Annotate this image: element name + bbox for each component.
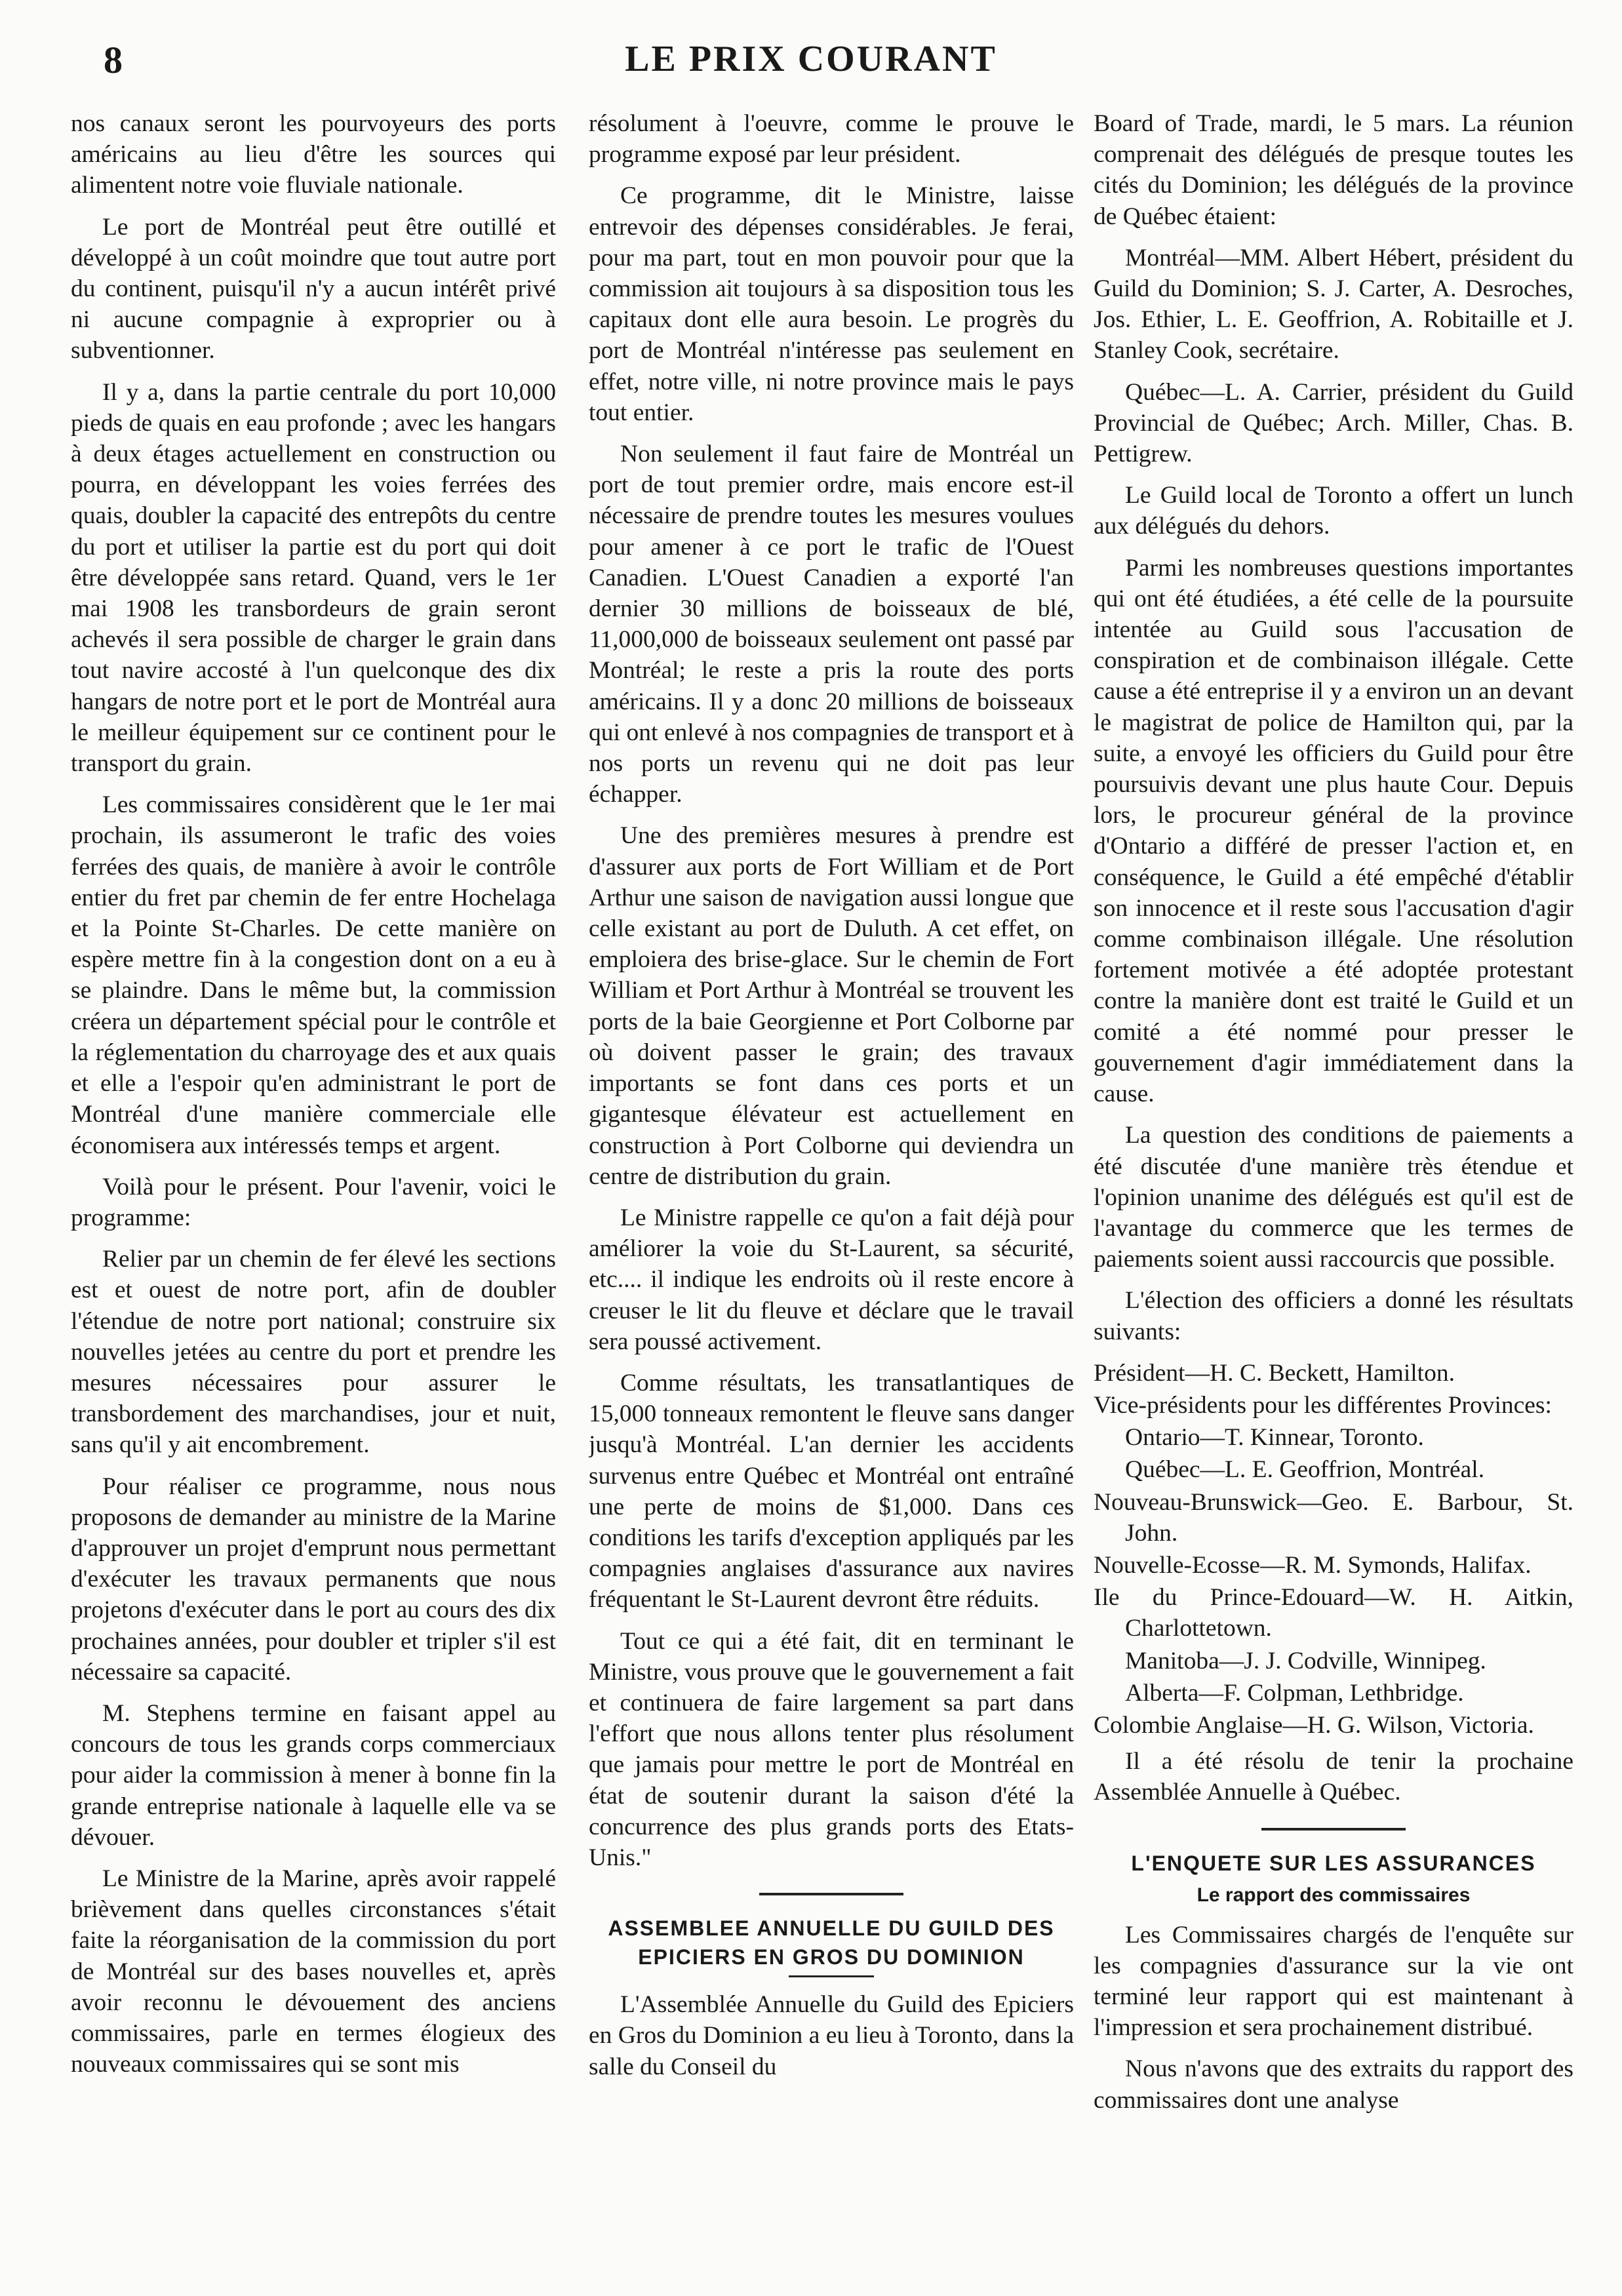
paragraph: Relier par un chemin de fer élevé les sections est et ouest de notre port, afin de doubler l'étendue de notre port national; construire six nouvelles jetées au centre du port et prendre les mesures nécessaires pour assurer le transbordement des marchandises, jour et nuit, sans qu'il y ait encombrement. <box>71 1246 556 1459</box>
paragraph: Nous n'avons que des extraits du rapport des commissaires dont une analyse <box>1094 2055 1573 2114</box>
officer-entry: Président—H. C. Beckett, Hamilton. <box>1094 1359 1455 1387</box>
paragraph: L'élection des officiers a donné les résultats suivants: <box>1094 1287 1573 1345</box>
paragraph: Québec—L. A. Carrier, président du Guild Provincial de Québec; Arch. Miller, Chas. B. Pettigrew. <box>1094 378 1573 468</box>
paragraph: La question des conditions de paiements a été discutée d'une manière très étendue et l'opinion unanime des délégués est qu'il est de l'avantage du commerce que les termes de paiements soient aussi raccourcis que possible. <box>1094 1122 1573 1273</box>
paragraph: Ce programme, dit le Ministre, laisse entrevoir des dépenses considérables. Je ferai, pour ma part, tout en mon pouvoir pour que la commission ait toujours à sa disposition tous les capitaux dont elle aura besoin. Le progrès du port de Montréal n'intéresse pas seulement en effet, notre ville, ni notre province mais le pays tout entier. <box>589 182 1074 426</box>
officer-entry: Vice-présidents pour les différentes Provinces: <box>1094 1391 1552 1419</box>
paragraph: Les Commissaires chargés de l'enquête sur les compagnies d'assurance sur la vie ont terminé leur rapport qui est maintenant à l'impression et sera prochainement distribué. <box>1094 1921 1573 2042</box>
officer-entry: Ile du Prince-Edouard—W. H. Aitkin, Charlottetown. <box>1094 1584 1573 1642</box>
paragraph: Parmi les nombreuses questions importantes qui ont été étudiées, a été celle de la poursuite intentée au Guild sous l'accusation de conspiration et de combinaison illégale. Cette cause a été entreprise il y a environ un an devant le magistrat de police de Hamilton qui, par la suite, a envoyé les officiers du Guild pour être poursuivis devant une plus haute Cour. Depuis lors, le procureur général de la province d'Ontario a différé de presser l'action et, en conséquence, le Guild a été empêché d'établir son innocence et il reste sous l'accusation d'agir comme combinaison illégale. Une résolution fortement motivée a été adoptée protestant contre la manière dont est traité le Guild et un comité a été nommé pour presser le gouvernement d'agir immédiatement dans la cause. <box>1094 554 1573 1108</box>
section-divider <box>759 1893 903 1895</box>
paragraph: Non seulement il faut faire de Montréal un port de tout premier ordre, mais encore est-il nécessaire de prendre toutes les mesures voulues pour amener à ce port le trafic de l'Ouest Canadien. L'Ouest Canadien a exporté l'an dernier 30 millions de boisseaux de blé, 11,000,000 de boisseaux seulement ont passé par Montréal; le reste a pris la route des ports américains. Il y a donc 20 millions de boisseaux qui ont enlevé à nos compagnies de transport et à nos ports un revenu qui ne doit pas leur échapper. <box>589 441 1074 808</box>
page-number: 8 <box>104 39 123 81</box>
paragraph: Le Ministre rappelle ce qu'on a fait déjà pour améliorer la voie du St-Laurent, sa sécurité, etc.... il indique les endroits où il reste encore à creuser le lit du fleuve et déclare que le travail sera poussé activement. <box>589 1204 1074 1355</box>
paragraph: Comme résultats, les transatlantiques de 15,000 tonneaux remontent le fleuve sans danger jusqu'à Montréal. L'an dernier les accidents survenus entre Québec et Montréal ont entraîné une perte de moins de $1,000. Dans ces conditions les tarifs d'exception appliqués par les compagnies anglaises d'assurance aux navires fréquentant le St-Laurent devront être réduits. <box>589 1369 1074 1613</box>
paragraph: résolument à l'oeuvre, comme le prouve le programme exposé par leur président. <box>589 110 1074 168</box>
heading-underline <box>789 1975 874 1977</box>
officer-entry: Colombie Anglaise—H. G. Wilson, Victoria. <box>1094 1711 1534 1739</box>
paragraph: Une des premières mesures à prendre est d'assurer aux ports de Fort William et de Port Arthur une saison de navigation aussi longue que celle existant au port de Duluth. A cet effet, on emploiera des brise-glace. Sur le chemin de Fort William et Port Arthur à Montréal se trouvent les ports de la baie Georgienne et Port Colborne par où doivent passer le grain; des travaux importants se font dans ces ports et un gigantesque élévateur est actuellement en construction à Port Colborne qui deviendra un centre de distribution du grain. <box>589 822 1074 1190</box>
paragraph: Montréal—MM. Albert Hébert, président du Guild du Dominion; S. J. Carter, A. Desroches, Jos. Ethier, L. E. Geoffrion, A. Robitaille et J. Stanley Cook, secrétaire. <box>1094 244 1573 365</box>
column-3 <box>1094 108 1573 2285</box>
paragraph: Voilà pour le présent. Pour l'avenir, voici le programme: <box>71 1173 556 1231</box>
officer-entry: Manitoba—J. J. Codville, Winnipeg. <box>1125 1647 1486 1674</box>
paragraph: Pour réaliser ce programme, nous nous proposons de demander au ministre de la Marine d'approuver un projet d'emprunt nous permettant d'exécuter les travaux permanents que nous projetons d'exécuter dans le port au cours des dix prochaines années, pour doubler et tripler s'il est nécessaire sa capacité. <box>71 1473 556 1686</box>
paragraph: Il a été résolu de tenir la prochaine Assemblée Annuelle à Québec. <box>1094 1748 1573 1806</box>
paragraph: Le Ministre de la Marine, après avoir rappelé brièvement dans quelles circonstances s'était faite la réorganisation de la commission du port de Montréal sur des bases nouvelles et, après avoir reconnu le dévouement des anciens commissaires, parle en termes élogieux des nouveaux commissaires qui se sont mis <box>71 1865 556 2078</box>
column-1 <box>71 108 556 2285</box>
column-2 <box>589 108 1074 2285</box>
paragraph: Le port de Montréal peut être outillé et développé à un coût moindre que tout autre port du continent, puisqu'il n'y a aucun intérêt privé ni aucune compagnie à exproprier ou à subventionner. <box>71 213 556 365</box>
assembly-heading: ASSEMBLEE ANNUELLE DU GUILD DES EPICIERS EN GROS DU DOMINION <box>608 1916 1055 1969</box>
officer-entry: Nouvelle-Ecosse—R. M. Symonds, Halifax. <box>1094 1551 1532 1579</box>
officer-entry: Québec—L. E. Geoffrion, Montréal. <box>1125 1456 1485 1484</box>
insurance-heading: L'ENQUETE SUR LES ASSURANCES <box>1131 1851 1536 1875</box>
paragraph: Tout ce qui a été fait, dit en terminant le Ministre, vous prouve que le gouvernement a fait et continuera de faire largement sa part dans l'effort que nous allons tenter plus résolument que jamais pour mettre le port de Montréal en état de soutenir durant la saison d'été la concurrence des plus grands ports des Etats-Unis." <box>589 1627 1074 1871</box>
running-head: LE PRIX COURANT <box>625 39 997 79</box>
paragraph: nos canaux seront les pourvoyeurs des ports américains au lieu d'être les sources qui alimentent notre voie fluviale nationale. <box>71 110 556 199</box>
officer-entry: Ontario—T. Kinnear, Toronto. <box>1125 1424 1424 1452</box>
paragraph: Board of Trade, mardi, le 5 mars. La réunion comprenait des délégués de presque toutes les cités du Dominion; les délégués de la province de Québec étaient: <box>1094 110 1573 230</box>
paragraph: L'Assemblée Annuelle du Guild des Epiciers en Gros du Dominion a eu lieu à Toronto, dans la salle du Conseil du <box>589 1991 1074 2080</box>
section-divider <box>1261 1828 1406 1831</box>
insurance-subheading: Le rapport des commissaires <box>1197 1884 1471 1906</box>
paragraph: Il y a, dans la partie centrale du port 10,000 pieds de quais en eau profonde ; avec les hangars à deux étages actuellement en construction ou pourra, en développant les voies ferrées des quais, doubler la capacité des entrepôts du centre du port et utiliser la partie est du port qui doit être développée sans retard. Quand, vers le 1er mai 1908 les transbordeurs de grain seront achevés il sera possible de charger le grain dans tout navire accosté à l'un quelconque des dix hangars de notre port et le port de Montréal aura le meilleur équipement sur ce continent pour le transport du grain. <box>71 378 556 778</box>
paragraph: M. Stephens termine en faisant appel au concours de tous les grands corps commerciaux pour aider la commission à mener à bonne fin la grande entreprise nationale à laquelle elle va se dévouer. <box>71 1699 556 1851</box>
officer-entry: Nouveau-Brunswick—Geo. E. Barbour, St. John. <box>1094 1488 1573 1547</box>
paragraph: Le Guild local de Toronto a offert un lunch aux délégués du dehors. <box>1094 482 1573 540</box>
paragraph: Les commissaires considèrent que le 1er mai prochain, ils assumeront le trafic des voies ferrées des quais, de manière à avoir le contrôle entier du fret par chemin de fer entre Hochelaga et la Pointe St-Charles. De cette manière on espère mettre fin à la congestion dont on a eu à se plaindre. Dans le même but, la commission créera un département spécial pour le contrôle et la réglementation du charroyage des et aux quais et elle a l'espoir qu'en administrant le port de Montréal d'une manière commerciale elle économisera aux intéressés temps et argent. <box>71 791 556 1159</box>
officer-entry: Alberta—F. Colpman, Lethbridge. <box>1125 1679 1464 1707</box>
